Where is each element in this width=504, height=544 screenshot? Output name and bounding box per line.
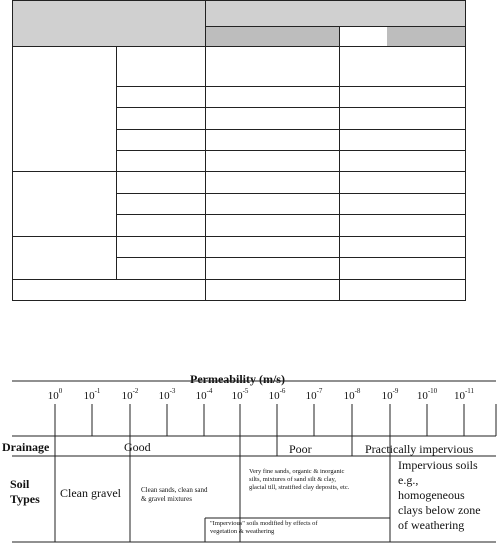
drainage-label: Drainage [2, 440, 50, 454]
soil-fine-sands-line: glacial till, stratified clay deposits, etc. [249, 484, 350, 491]
chart-title: Permeability (m/s) [190, 372, 285, 386]
tick-label: $10^{-4}$ [195, 387, 213, 402]
soil-label-line1: Soil [10, 477, 30, 491]
tick-label: $10^{-10}$ [416, 387, 438, 402]
soil-clean-gravel: Clean gravel [60, 486, 121, 500]
tick-label: $10^{-8}$ [343, 387, 361, 402]
soil-clean-sands-line: Clean sands, clean sand [141, 486, 208, 494]
drainage-poor: Poor [289, 442, 312, 456]
soil-fine-sands-line: silts, mixtures of sand silt & clay, [249, 476, 336, 483]
header-left-cell [12, 0, 205, 46]
tick-label: $10^{-3}$ [158, 387, 176, 402]
soil-label-line2: Types [10, 492, 40, 506]
soil-impervious-line: Impervious soils [398, 458, 478, 472]
tick-label: $10^{-1}$ [83, 387, 101, 402]
tick-label: $10^{-9}$ [381, 387, 399, 402]
soil-fine-sands-line: Very fine sands, organic & inorganic [249, 468, 345, 475]
soil-modified-line: vegetation & weathering [210, 528, 275, 535]
tick-label: $10^{-7}$ [305, 387, 323, 402]
drainage-good: Good [124, 440, 151, 454]
subheader-cell-1 [205, 26, 339, 46]
summary-table [12, 0, 466, 300]
soil-impervious-line: e.g., [398, 473, 419, 487]
tick-label: $10^{-11}$ [453, 387, 475, 402]
soil-clean-sands [141, 486, 207, 504]
drainage-impervious: Practically impervious [365, 442, 474, 456]
soil-modified [210, 520, 318, 536]
soil-impervious-line: of weathering [398, 518, 465, 532]
subheader-cell-2 [339, 26, 387, 46]
tick-label: $10^{-6}$ [268, 387, 286, 402]
tick-label: $10^0$ [47, 387, 63, 402]
subheader-cell-3 [387, 26, 466, 46]
soil-fine-sands [249, 468, 349, 492]
soil-impervious-line: clays below zone [398, 503, 481, 517]
soil-impervious [398, 458, 481, 533]
soil-modified-line: "Impervious" soils modified by effects of [210, 520, 318, 527]
soil-impervious-line: homogeneous [398, 488, 465, 502]
header-right-top-cell [205, 0, 466, 26]
tick-label: $10^{-5}$ [231, 387, 249, 402]
permeability-chart [0, 370, 504, 544]
soil-clean-sands-line: & gravel mixtures [141, 495, 192, 503]
tick-label: $10^{-2}$ [121, 387, 139, 402]
